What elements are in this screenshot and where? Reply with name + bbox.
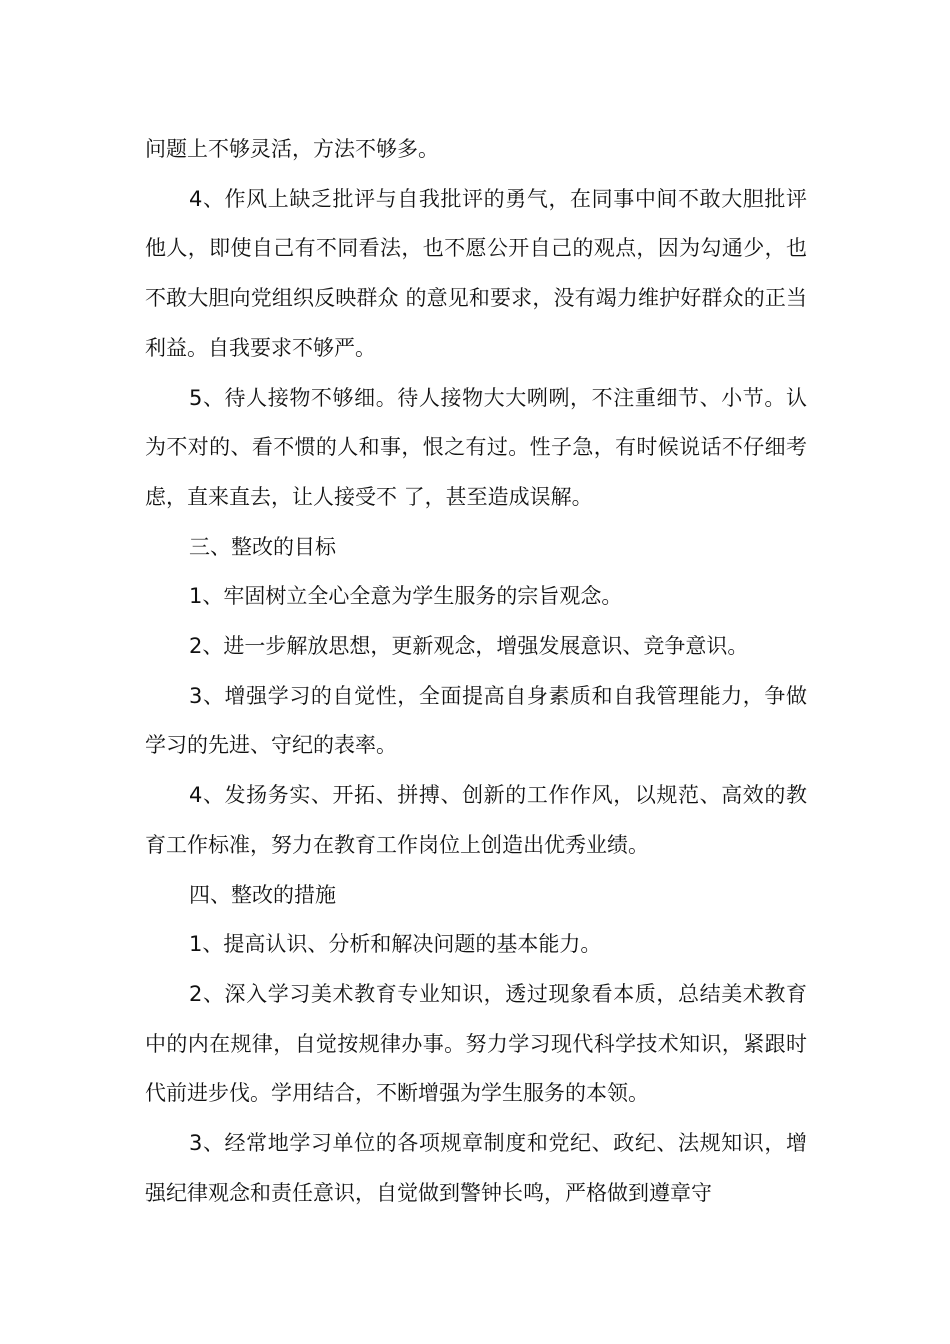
section-heading-goals: 三、整改的目标: [189, 534, 336, 559]
paragraph-goal-1: 1、牢固树立全心全意为学生服务的宗旨观念。: [189, 584, 623, 609]
paragraph-goal-2: 2、进一步解放思想，更新观念，增强发展意识、竞争意识。: [189, 634, 749, 659]
paragraph-goal-4: 4、发扬务实、开拓、拼搏、创新的工作作风，以规范、高效的教育工作标准，努力在教育工作岗位上创造出优秀业绩。: [145, 783, 807, 857]
paragraph-measure-2: 2、深入学习美术教育专业知识，透过现象看本质，总结美术教育中的内在规律，自觉按规律办事。努力学习现代科学技术知识，紧跟时代前进步伐。学用结合，不断增强为学生服务的本领。: [145, 981, 807, 1106]
paragraph-goal-3: 3、增强学习的自觉性，全面提高自身素质和自我管理能力，争做学习的先进、守纪的表率。: [145, 683, 807, 758]
section-heading-measures: 四、整改的措施: [189, 882, 336, 907]
paragraph-item-5-manners: 5、待人接物不够细。待人接物大大咧咧，不注重细节、小节。认为不对的、看不惯的人和事，恨之有过。性子急，有时候说话不仔细考虑，直来直去，让人接受不 了，甚至造成误解。: [145, 385, 807, 509]
paragraph-measure-3: 3、经常地学习单位的各项规章制度和党纪、政纪、法规知识，增强纪律观念和责任意识，自觉做到警钟长鸣，严格做到遵章守: [145, 1131, 807, 1205]
document-body: [145, 125, 807, 1218]
paragraph-item-4-style: 4、作风上缺乏批评与自我批评的勇气，在同事中间不敢大胆批评他人，即使自己有不同看法，也不愿公开自己的观点，因为勾通少，也不敢大胆向党组织反映群众 的意见和要求，没有竭力维护好群众的正当利益。自我要求不够严。: [145, 186, 807, 360]
paragraph-measure-1: 1、提高认识、分析和解决问题的基本能力。: [189, 932, 602, 957]
paragraph-continuation: 问题上不够灵活，方法不够多。: [145, 137, 439, 161]
